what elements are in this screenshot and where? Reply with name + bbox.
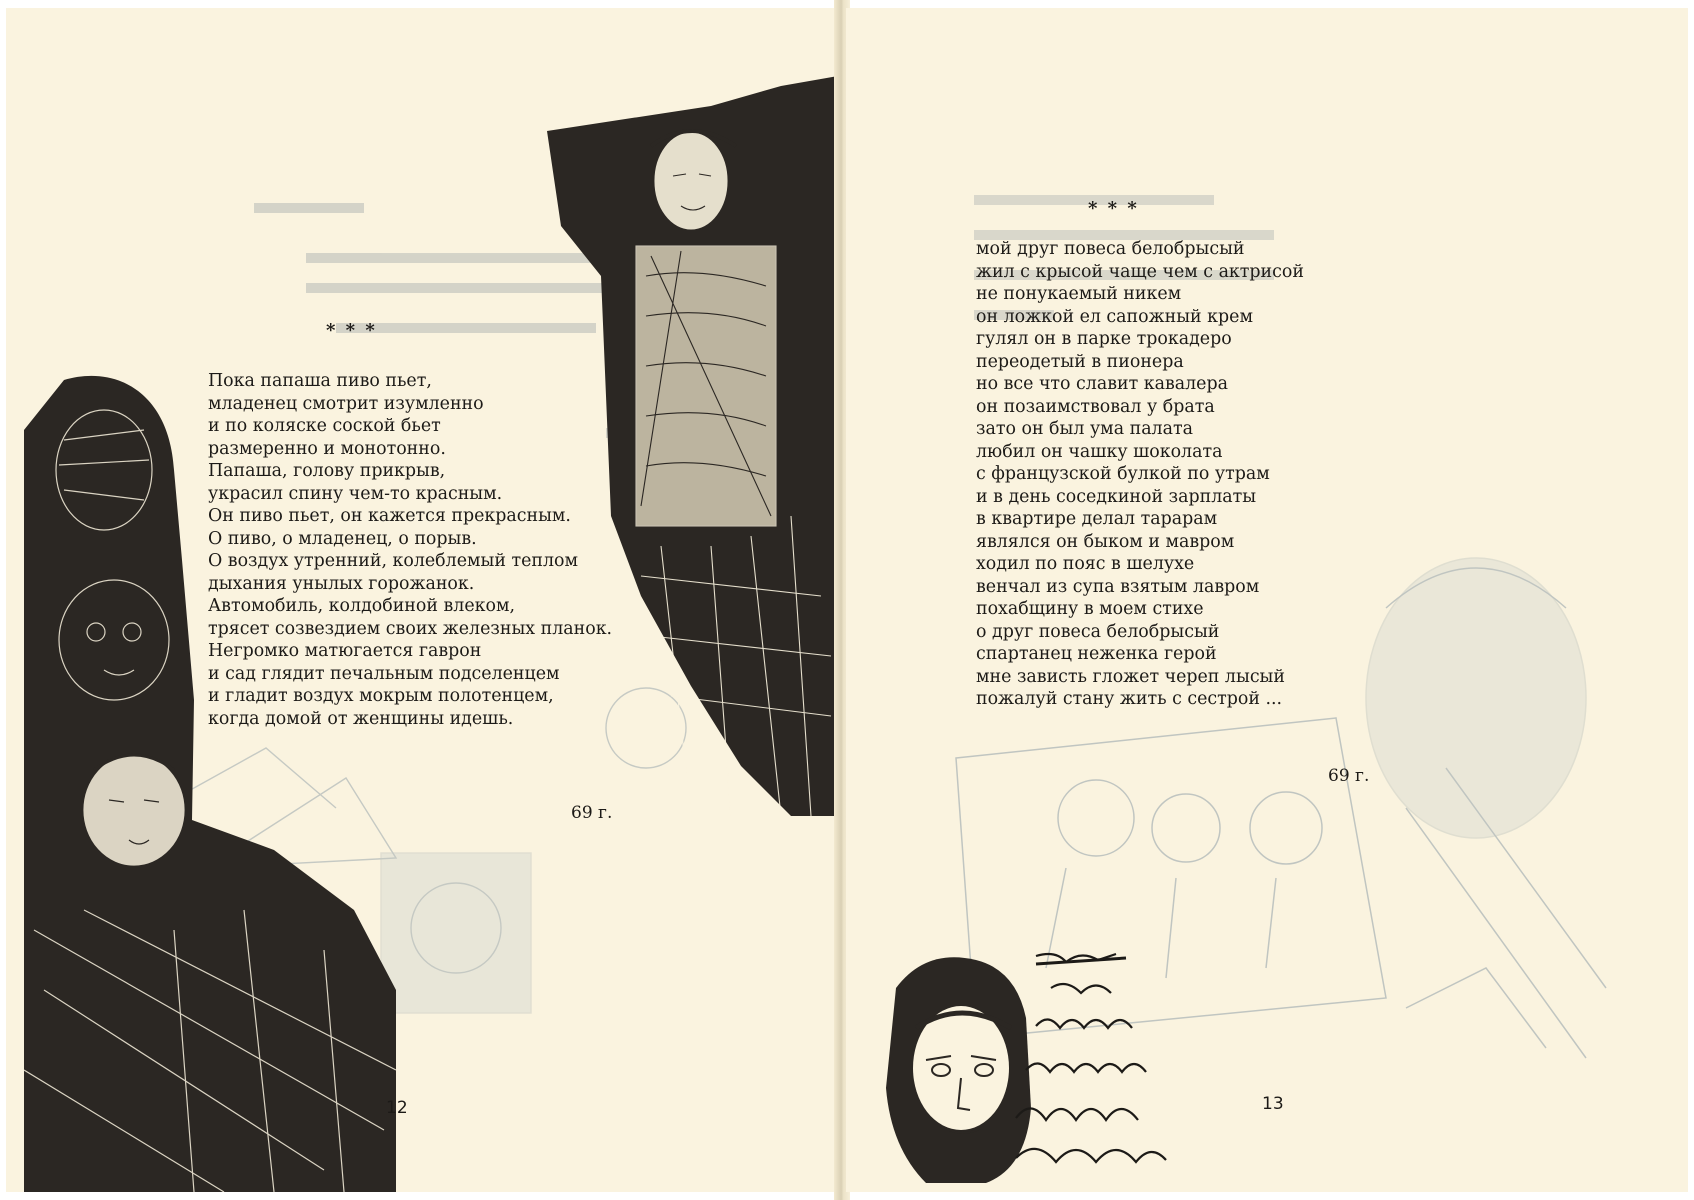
poem-line: гулял он в парке трокадеро [976, 329, 1232, 349]
poem-line: Автомобиль, колдобиной влеком, [208, 596, 516, 616]
poem-line: любил он чашку шоколата [976, 441, 1223, 462]
poem-line: спартанец неженка герой [976, 644, 1217, 664]
poem-line: но все что славит кавалера [976, 374, 1228, 394]
poem-line: размеренно и монотонно. [208, 438, 446, 459]
right-poem-date: 69 г. [1328, 766, 1370, 786]
poem-line: украсил спину чем-то красным. [208, 483, 503, 504]
poem-line: О пиво, о младенец, о порыв. [208, 528, 477, 549]
poem-line: венчал из супа взятым лавром [976, 576, 1260, 597]
poem-line: похабщину в моем стихе [976, 599, 1204, 619]
poem-line: О воздух утренний, колеблемый теплом [208, 551, 579, 571]
right-poem [976, 238, 1304, 711]
poem-line: Пока папаша пиво пьет, [208, 371, 432, 391]
left-poem-separator: * * * [326, 320, 377, 341]
poem-line: Негромко матюгается гаврон [208, 641, 482, 661]
poem-line: и по коляске соской бьет [208, 416, 441, 436]
poem-line: и сад глядит печальным подселенцем [208, 663, 560, 684]
poem-line: Он пиво пьет, он кажется прекрасным. [208, 506, 571, 526]
poem-line: переодетый в пионера [976, 351, 1184, 372]
poem-line: и гладит воздух мокрым полотенцем, [208, 686, 554, 706]
poem-line: мой друг повеса белобрысый [976, 239, 1245, 259]
left-poem-date: 69 г. [571, 803, 613, 823]
poem-line: зато он был ума палата [976, 419, 1193, 439]
poem-line: он позаимствовал у брата [976, 396, 1215, 417]
right-ink-sketch-face [866, 948, 1176, 1188]
right-poem-separator: * * * [1088, 198, 1139, 219]
poem-line: трясет созвездием своих железных планок. [208, 618, 613, 639]
poem-line: жил с крысой чаще чем с актрисой [976, 261, 1304, 282]
poem-line: Папаша, голову прикрыв, [208, 461, 446, 481]
poem-line: с французской булкой по утрам [976, 464, 1270, 484]
poem-line: в квартире делал тарарам [976, 509, 1218, 529]
page-number-left: 12 [386, 1098, 408, 1118]
poem-line: не понукаемый никем [976, 284, 1182, 304]
poem-line: являлся он быком и мавром [976, 531, 1235, 552]
right-page [846, 8, 1688, 1192]
page-number-right: 13 [1262, 1094, 1284, 1114]
poem-line: и в день соседкиной зарплаты [976, 486, 1257, 507]
poem-line: когда домой от женщины идешь. [208, 708, 514, 729]
left-poem [208, 370, 612, 730]
poem-line: пожалуй стану жить с сестрой ... [976, 689, 1283, 709]
poem-line: о друг повеса белобрысый [976, 621, 1220, 642]
poem-line: младенец смотрит изумленно [208, 393, 484, 414]
poem-line: мне зависть гложет череп лысый [976, 666, 1285, 687]
poem-line: дыхания унылых горожанок. [208, 573, 475, 594]
left-page [6, 8, 838, 1192]
poem-line: он ложкой ел сапожный крем [976, 306, 1253, 327]
poem-line: ходил по пояс в шелухе [976, 554, 1195, 574]
